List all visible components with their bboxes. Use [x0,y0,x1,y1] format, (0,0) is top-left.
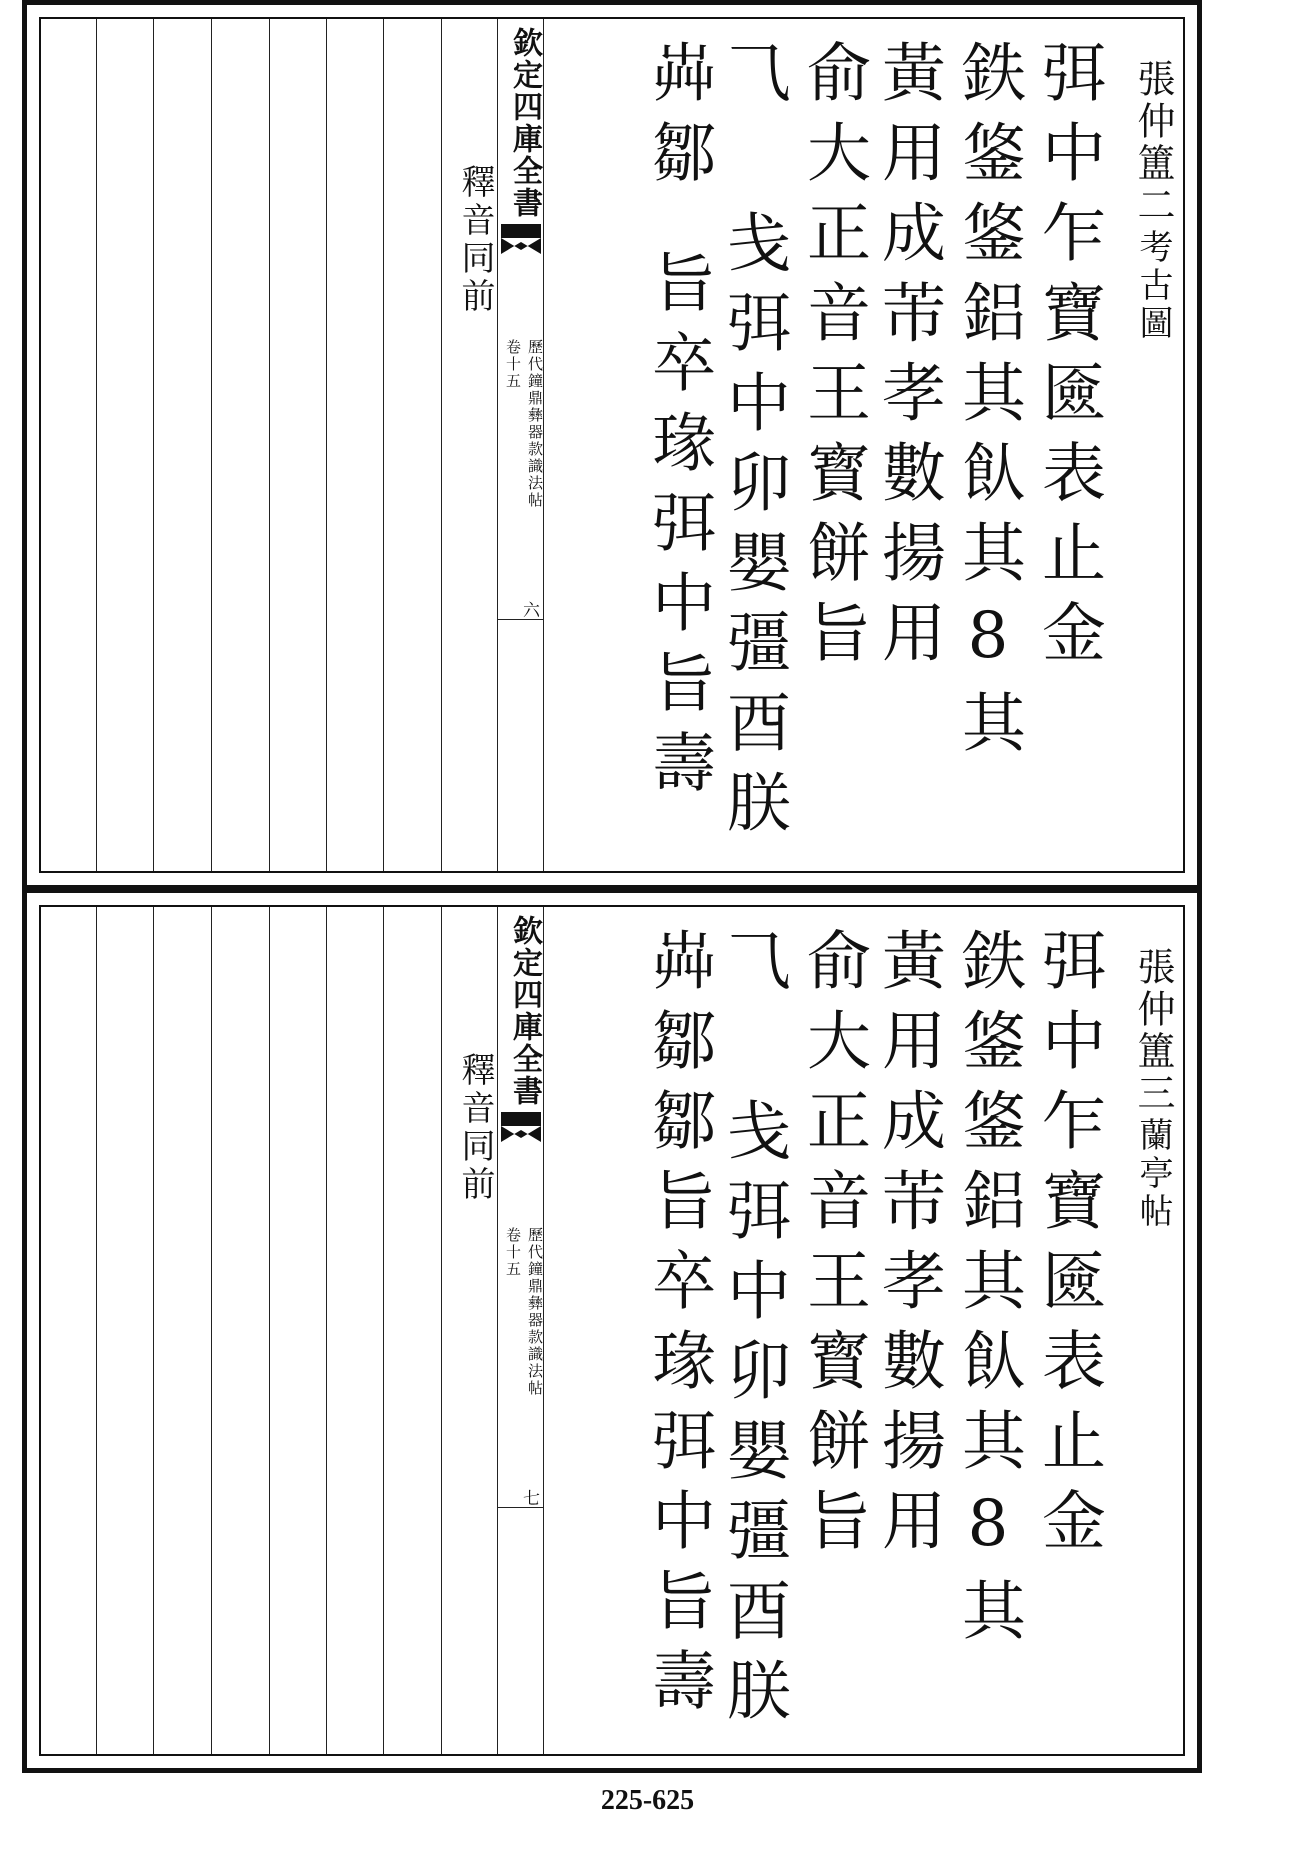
seal-column-4: 俞大正音王寳餅旨 [796,927,870,1567]
spine-book-title: 欽定四庫全書 [507,915,542,1107]
seal-column-2: 鉄鋚鋚鋁其飤其8其 [951,39,1025,769]
seal-column-5: ⺄ 戋弭中卯嬰彊酉朕 [716,39,790,849]
column-rule [211,907,212,1754]
plate-title: 張仲簠二 [1131,59,1175,227]
seal-column-3: 黃用成芾孝數揚用 [871,927,945,1567]
column-rule [269,907,270,1754]
column-rule [441,19,442,871]
spine-divider [497,1507,543,1508]
spine-book-title: 欽定四庫全書 [507,27,542,219]
seal-column-4: 俞大正音王寳餅旨 [796,39,870,679]
spine-work-title: 歷代鐘鼎彝器款識法帖 [526,1227,544,1397]
plate-title: 張仲簠三 [1131,947,1175,1115]
seal-column-2: 鉄鋚鋚鋁其飤其8其 [951,927,1025,1657]
column-rule [96,19,97,871]
seal-column-5: ⺄ 戋弭中卯嬰彊酉朕 [716,927,790,1737]
spine-volume: 卷十五 [504,339,522,390]
column-rule [441,907,442,1754]
plate-frame [39,17,1185,873]
seal-column-6: 芔鄒 [641,39,715,199]
plate-page-bottom [22,888,1202,1773]
page-number: 225-625 [600,1785,695,1816]
seal-column-1: 弭中乍寶匳表止金 [1031,927,1105,1567]
column-rule [383,19,384,871]
spine-volume: 卷十五 [504,1227,522,1278]
spine-divider [497,619,543,620]
column-rule [269,19,270,871]
seal-column-6b: 旨卒瑑弭中旨壽 [641,249,715,809]
column-rule [153,907,154,1754]
interpretation-note: 釋音同前 [455,1052,495,1204]
fishtail-mark [501,224,541,264]
plate-frame [39,905,1185,1756]
spine-leaf-number: 七 [519,1489,539,1506]
interpretation-note: 釋音同前 [455,164,495,316]
column-rule [211,19,212,871]
seal-column-3: 黃用成芾孝數揚用 [871,39,945,679]
column-rule [153,19,154,871]
fishtail-mark [501,1112,541,1152]
spine-rule-left [497,907,498,1754]
plate-source: 蘭亭帖 [1133,1117,1173,1231]
plate-page-top [22,0,1202,890]
spine-rule-left [497,19,498,871]
seal-column-1: 弭中乍寶匳表止金 [1031,39,1105,679]
column-rule [383,907,384,1754]
column-rule [96,907,97,1754]
spine-work-title: 歷代鐘鼎彝器款識法帖 [526,339,544,509]
column-rule [326,19,327,871]
seal-column-6: 芔鄒鄒旨卒瑑弭中旨壽 [641,927,715,1727]
spine-leaf-number: 六 [519,601,539,618]
column-rule [326,907,327,1754]
plate-source: 考古圖 [1133,229,1173,343]
